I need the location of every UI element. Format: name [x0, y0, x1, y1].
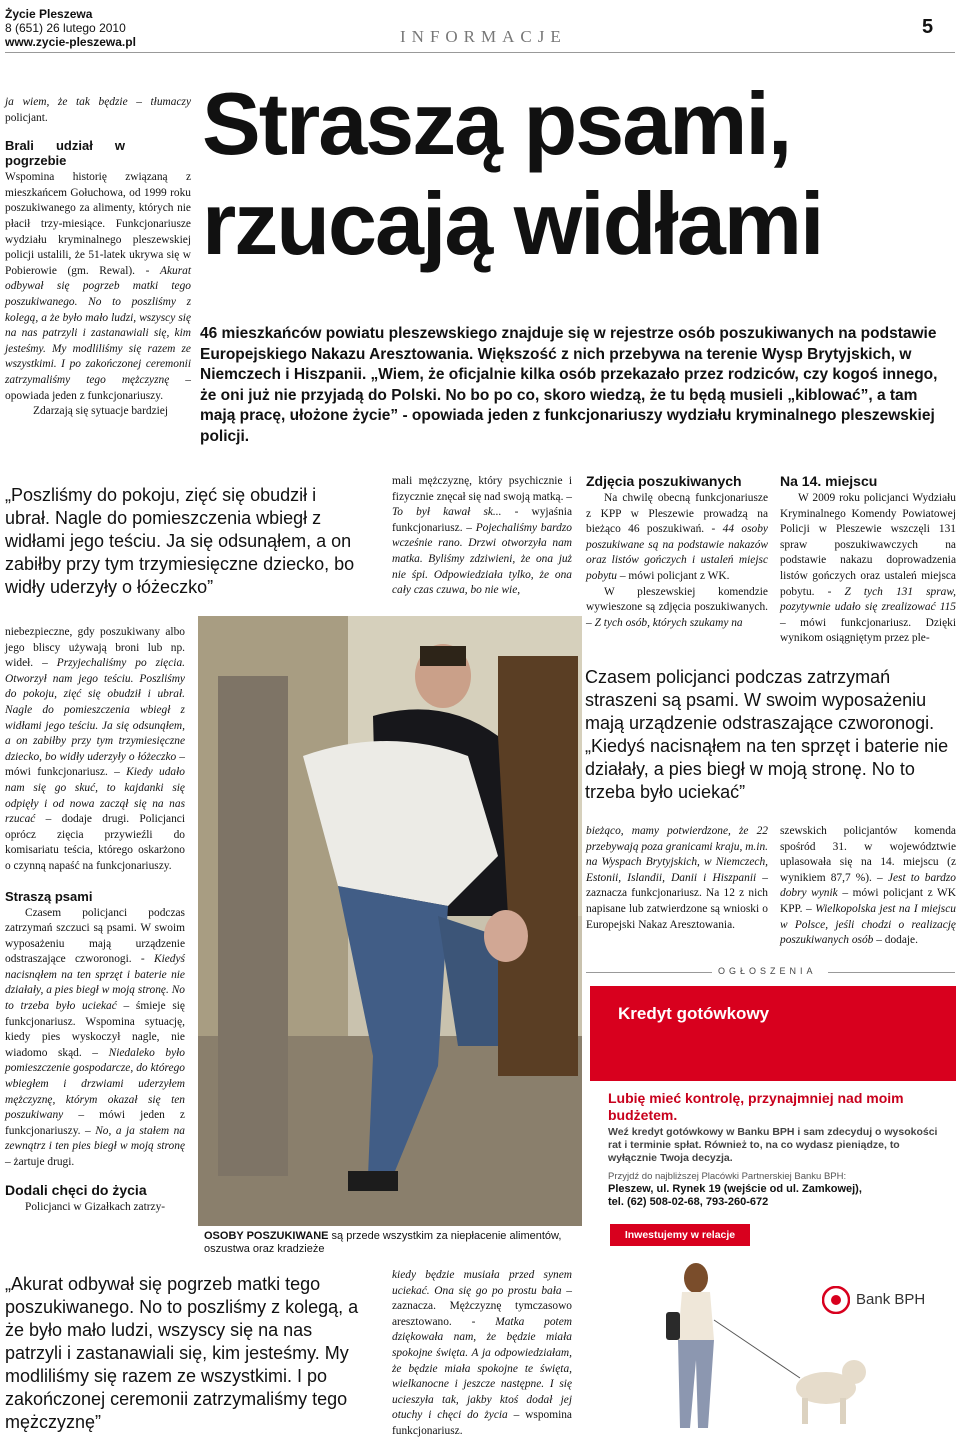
header-rule — [5, 52, 955, 53]
text: budżetem. — [608, 1107, 678, 1123]
page-number: 5 — [922, 16, 934, 38]
text: – mówi funkcjonariusz. – — [5, 750, 185, 779]
text: - wyjaśnia funkcjonariusz. – — [392, 506, 573, 534]
ad-rule-right — [828, 972, 955, 973]
subheading-psy: Straszą psami — [5, 888, 93, 904]
text: Zdarzają się sytuacje bardziej — [33, 405, 169, 418]
text: Pojechaliśmy bardzo wcześnie rano. Drzwi otworzyła nam matka. Byliśmy zdziwieni, że ona już nie śpi. Odpowiedziała tylko, że ona cały czas czuwa, bo nie wie, — [392, 521, 572, 597]
text: W 2009 roku policjanci Wydziału Kryminalnego Komendy Powiatowej Policji w Pleszewie wszczęli 131 spraw poszukiwawczych na podstawie nakazu doprowadzenia listów gończych oraz ustaleń miejsca pobytu. - — [780, 492, 956, 598]
headline — [202, 74, 958, 274]
text: szewskich policjantów komenda spośród 31. w województwie uplasowała się na 14. miejscu (z wynikiem 87,7 %). – — [780, 825, 956, 884]
text: Matka potem dziękowała nam, że będzie miała spokojne święta. A ja odpowiedziałam, że będzie miała spokojne te święta, wielkanocne i jeszcze następne. I się ucieszyła tak, jakby ktoś dodał jej otuchy i chęci do życia — [392, 1315, 572, 1422]
text: Kiedyś nacisnąłem na ten sprzęt i baterie nie działały, a pies biegł w moją stronę. No to trzeba było uciekać — [5, 953, 185, 1013]
caption-text: są przede wszystkim za niepłacenie alimentów, oszustwa oraz kradzieże — [204, 1230, 562, 1255]
subheading-pogrzeb: Brali udział w pogrzebie — [5, 138, 125, 169]
subheading-chec: Dodali chęci do życia — [5, 1181, 147, 1198]
text: Na chwilę obecną funkcjonariusze z KPP w Pleszewie prowadzą na bieżąco 46 poszukiwań. - — [586, 492, 768, 536]
pull-quote-1: „Poszliśmy do pokoju, zięć się obudził i ubrał. Nagle do pomieszczenia wbiegł z widłami jego teściu. Ja się odsunąłem, a on zabiłby przy tym trzymiesięczne dziecko, bo widły uderzyły o łóżeczko” — [5, 485, 355, 597]
text: – dodaje drugi. Policjanci oprócz zięcia przywieźli do komisariatu teścia, którego oskarżono o czynną napaść na funkcjonariuszy. — [5, 813, 185, 872]
photo-caption — [204, 1230, 579, 1256]
ad-rule-left — [586, 972, 712, 973]
column-3-top — [392, 474, 572, 599]
text: – dodaje. — [876, 934, 918, 947]
caption-bold: OSOBY POSZUKIWANE — [204, 1230, 329, 1242]
text: bieżąco, mamy potwierdzone, że 22 przebywają poza granicami kraju, m.in. na Wyspach Brytyjskich, w Niemczech, Estonii, Islandii, Danii i Hiszpanii – — [586, 825, 768, 884]
photo-illustration — [198, 616, 582, 1226]
text: – mówi funkcjonariusz. Dzięki wynikom osiągniętym przez ple- — [780, 616, 956, 645]
text: Lubię mieć kontrolę, przynajmniej nad moim — [608, 1090, 904, 1106]
text: – mówi jeden z funkcjonariuszy. – — [5, 1109, 185, 1137]
masthead — [5, 7, 136, 49]
headline-line2: rzucają widłami — [202, 174, 823, 273]
ad-address: Pleszew, ul. Rynek 19 (wejście od ul. Zamkowej), — [608, 1183, 862, 1195]
text: 44 osoby poszukiwane są na podstawie nakazów oraz listów gończych i ustaleń miejsc pobytu — [586, 523, 768, 582]
paper-name: Życie Pleszewa — [5, 7, 93, 21]
subheading-miejsce: Na 14. miejscu — [780, 473, 878, 489]
text: Akurat odbywał się pogrzeb matki tego poszukiwanego. No to poszliśmy z kolegą, a że było mało ludzi, wszyscy się na nas patrzyli i zastanawiali się, kim jesteśmy. My modliliśmy się razem ze wszystkimi. I po zakończonej ceremonii zatrzymaliśmy tego mężczyznę — [5, 264, 191, 386]
text: W pleszewskiej komendzie wywieszone są zdjęcia poszukiwanych. – — [586, 585, 768, 629]
ad-phone: tel. (62) 508-02-68, 793-260-672 — [608, 1196, 769, 1208]
section-label: INFORMACJE — [400, 27, 567, 46]
ad-header — [590, 986, 956, 1081]
text: Wielkopolska jest na I miejscu w Polsce, jeśli chodzi o realizację poszukiwanych osób — [780, 902, 956, 947]
column-5-mid — [780, 824, 956, 949]
lead-paragraph: 46 mieszkańców powiatu pleszewskiego znajduje się w rejestrze osób poszukiwanych na podstawie Europejskiego Nakazu Aresztowania. Większość z nich przebywa na terenie Wysp Brytyjskich, w Niemczech i Hiszpanii. „Wiem, że oficjalnie kilka osób przekazało przez rodziców, czy kogoś innego, że oni już nie przyjadą do Polski. No bo po co, skoro wiedzą, że tu będą musieli „kiblować”, a tam mają pracę, ułożone życie” - opowiada jeden z funkcjonariuszy wydziału kryminalnego pleszewskiej policji. — [200, 325, 938, 445]
text: Policjanci w Gizałkach zatrzy- — [25, 1200, 166, 1213]
text: zaznacza funkcjonariusz. Na 12 z nich napisane lub zatwierdzone są wnioski o Europejski Nakaz Aresztowania. — [586, 887, 768, 931]
text: policjant. — [5, 111, 48, 124]
ad-headline — [608, 1090, 938, 1124]
text: – zaznacza. Mężczyznę tymczasowo aresztowano. - — [392, 1284, 572, 1328]
text: No, a ja stałem na zewnątrz i ten pies biegł w moją stronę — [5, 1124, 185, 1153]
column-4-top — [586, 474, 768, 631]
ad-title: Kredyt gotówkowy — [618, 1004, 770, 1023]
text: – śmieje się funkcjonariusz. Wspomina sytuację, kiedy pies wyskoczył nagle, nie wiadomo skąd. – — [5, 1000, 185, 1059]
bank-advertisement[interactable] — [590, 986, 956, 1440]
text: Z tych osób, których szukamy na — [594, 616, 743, 629]
text: Kiedy udało nam się go skuć, to kajdanki się odpięły i od nowa zaczął się na nas rzucać — [5, 766, 185, 826]
text: – wspomina funkcjonariusz. — [392, 1409, 572, 1437]
subheading-zdjecia: Zdjęcia poszukiwanych — [586, 473, 742, 489]
text: Wspomina historię związaną z mieszkańcem Gołuchowa, od 1999 roku poszukiwanego za alimenty, których nie płacił trzy-miesiące. Funkcjonariusze wydziału kryminalnego pleszewskiej policji ustalili, że 51-latek ukrywa się w Pobierowie (gm. Rewal). - — [5, 171, 191, 277]
ad-woman-dog-illustration — [590, 1260, 956, 1440]
column-3-bottom — [392, 1268, 572, 1440]
text: – żartuje drugi. — [5, 1156, 75, 1168]
text: – mówi policjant z WK. — [619, 569, 730, 582]
bank-name: Bank BPH — [856, 1291, 926, 1308]
paper-url[interactable]: www.zycie-pleszewa.pl — [5, 35, 136, 49]
column-4-mid — [586, 824, 768, 933]
text: – mówi policjant z WK KPP. – — [780, 887, 956, 915]
ad-visit: Przyjdź do najbliższej Placówki Partnerskiej Banku BPH: — [608, 1171, 847, 1182]
column-1-bottom — [5, 625, 185, 1215]
column-5-top — [780, 474, 956, 647]
police-arrest-photo — [198, 616, 582, 1226]
issue-info: 8 (651) 26 lutego 2010 — [5, 21, 126, 35]
text: – opowiada jeden z funkcjonariuszy. — [5, 373, 191, 402]
text: Jest to bardzo dobry wynik — [780, 871, 956, 900]
text: mali mężczyznę, który psychicznie i fizycznie znęcał się nad swoją matką. – — [392, 475, 572, 503]
ad-text-block — [608, 1090, 938, 1209]
text: ja wiem, że tak będzie – tłumaczy — [5, 96, 191, 108]
text: Czasem policjanci podczas zatrzymań szczuci są psami. W swoim wyposażeniu mają urządzenie odstraszające czworonogi. - — [5, 906, 185, 966]
headline-line1: Straszą psami, — [202, 74, 791, 173]
text: To był kawał sk... — [392, 506, 502, 519]
ad-body: Weź kredyt gotówkowy w Banku BPH i sam zdecyduj o wysokości rat i terminie spłat. Również to, na co wydasz pieniądze, to wyłącznie Twoja decyzja. — [608, 1126, 938, 1164]
text: Niedaleko było pomieszczenie gospodarcze, do którego wbiegłem i drzwiami uderzyłem mężczyznę, którym okazał się ten poszukiwany — [5, 1046, 185, 1122]
ad-slogan-button[interactable]: Inwestujemy w relacje — [610, 1224, 750, 1246]
ad-label: OGŁOSZENIA — [718, 966, 817, 976]
text: Przyjechaliśmy po zięcia. Otworzył nam jego teściu. Poszliśmy do pokoju, zięć się obudził i ubrał. Nagle do pomieszczenia wbiegł z widłami jego teściu. Ja się odsunąłem, a on zabiłby przy tym trzymiesięczne dziecko, bo widły uderzyły o łóżeczko — [5, 657, 185, 763]
text: Z tych 131 spraw, pozytywnie udało się zrealizować 115 — [780, 585, 956, 614]
column-1-top — [5, 95, 191, 420]
text: kiedy będzie musiała przed synem uciekać. Ona się go po prostu bała — [392, 1269, 572, 1297]
pull-quote-2: Czasem policjanci podczas zatrzymań straszeni są psami. W swoim wyposażeniu mają urządzenie odstraszające czworonogi. „Kiedyś nacisnąłem na ten sprzęt i baterie nie działały, a pies biegł w moją stronę. No to trzeba było uciekać” — [585, 667, 949, 802]
text: niebezpieczne, gdy poszukiwany albo jego bliscy używają broni lub np. wideł. – — [5, 626, 185, 670]
pull-quote-3: „Akurat odbywał się pogrzeb matki tego poszukiwanego. No to poszliśmy z kolegą, a że było mało ludzi, wszyscy się na nas patrzyli i zastanawiali się, kim jesteśmy. My modliliśmy się razem ze wszystkimi. I po zakończonej ceremonii zatrzymaliśmy tego mężczyznę” — [5, 1274, 359, 1432]
